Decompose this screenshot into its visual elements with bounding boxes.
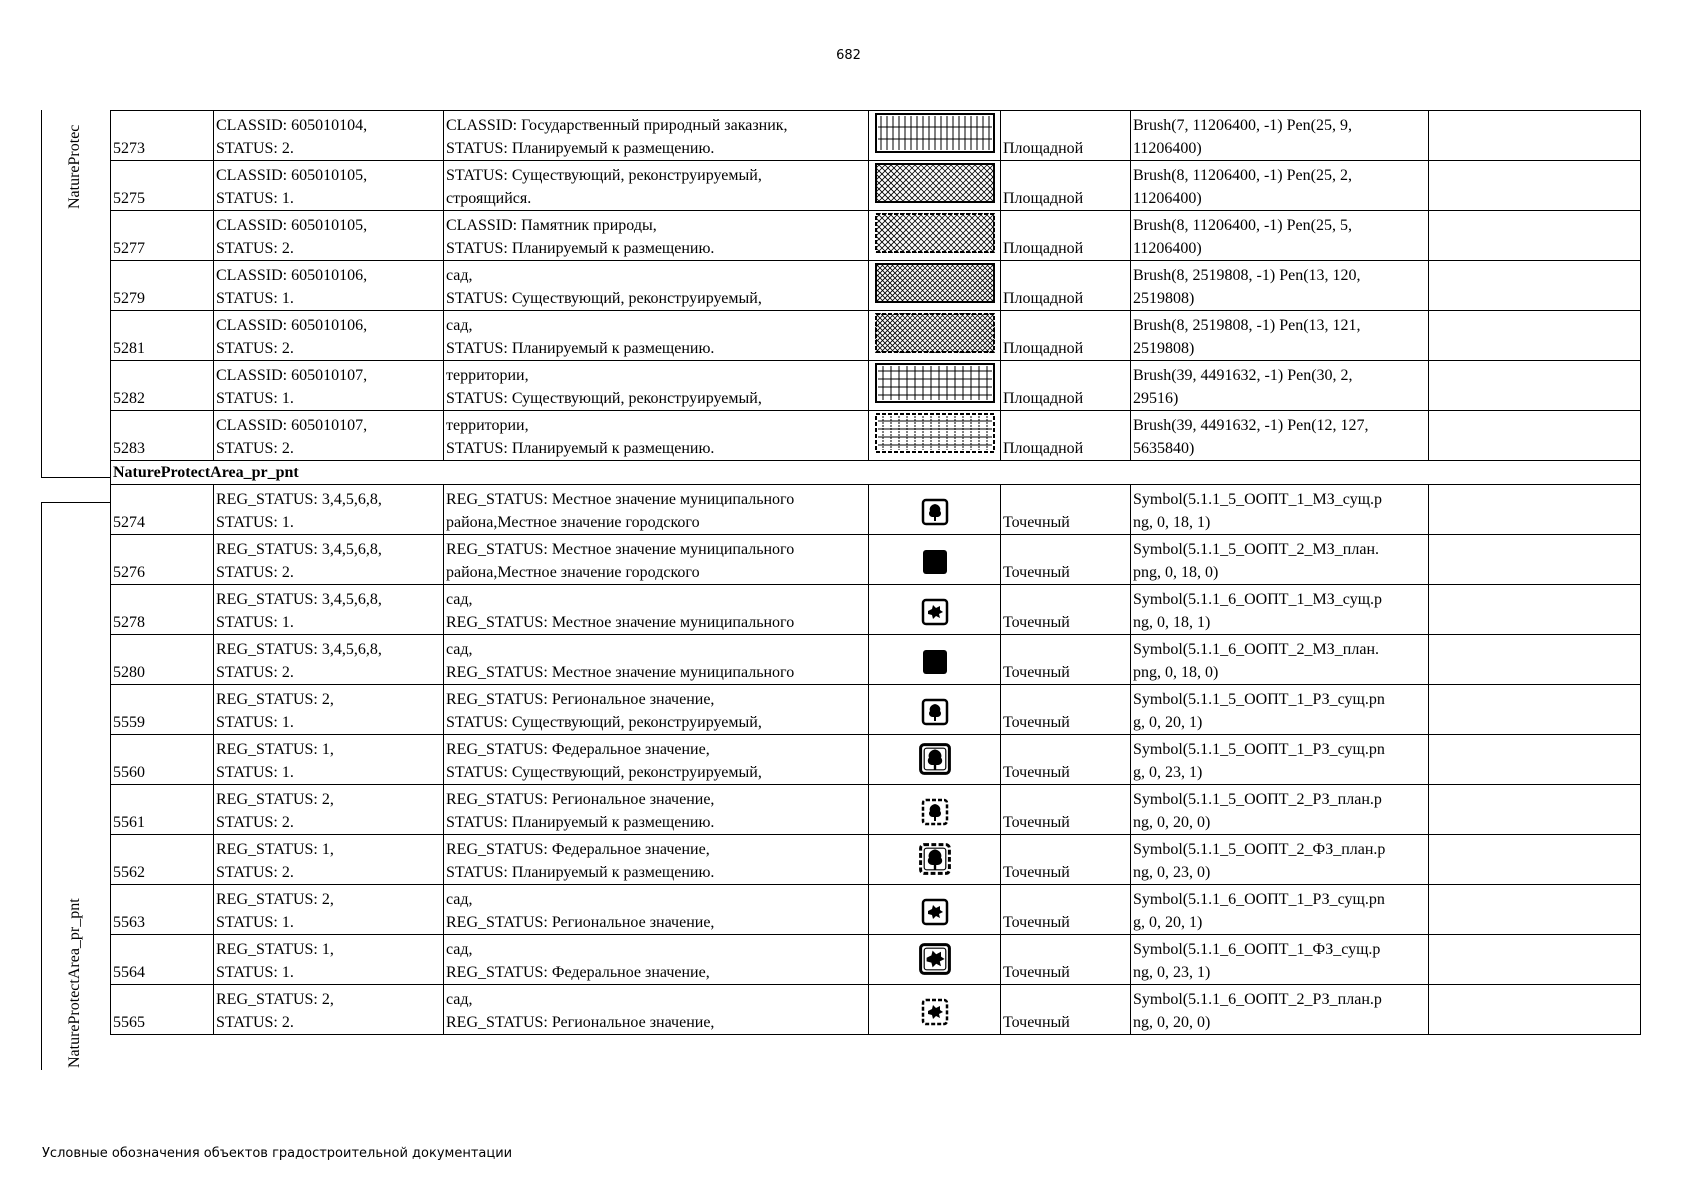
- group-point-top-line: [41, 502, 111, 503]
- tree-icon-large: [917, 741, 953, 784]
- desc-line-1: CLASSID: Государственный природный заказник,: [446, 117, 788, 134]
- row-parameters: [1131, 785, 1429, 835]
- attr-line-2: STATUS: 1.: [216, 964, 294, 981]
- row-parameters: [1131, 535, 1429, 585]
- row-parameters: [1131, 935, 1429, 985]
- row-id: 5282: [111, 361, 214, 411]
- attr-line-1: CLASSID: 605010105,: [216, 217, 368, 234]
- desc-line-2: строящийся.: [446, 190, 532, 207]
- param-line-1: Symbol(5.1.1_5_ООПТ_1_РЗ_сущ.pn: [1133, 691, 1385, 708]
- row-empty-cell: [1429, 585, 1641, 635]
- param-line-1: Symbol(5.1.1_6_ООПТ_1_ФЗ_сущ.p: [1133, 941, 1381, 958]
- area-rows: [111, 111, 1641, 461]
- tree-icon: [920, 497, 950, 534]
- row-parameters: [1131, 985, 1429, 1035]
- row-empty-cell: [1429, 835, 1641, 885]
- leaf-icon: [920, 897, 950, 934]
- area-table-row: [111, 111, 1641, 161]
- row-id: 5278: [111, 585, 214, 635]
- point-table-row: [111, 835, 1641, 885]
- row-attributes: [214, 935, 444, 985]
- row-parameters: [1131, 211, 1429, 261]
- param-line-1: Symbol(5.1.1_5_ООПТ_1_РЗ_сущ.pn: [1133, 741, 1385, 758]
- area-table-row: [111, 411, 1641, 461]
- point-table-row: [111, 735, 1641, 785]
- row-empty-cell: [1429, 361, 1641, 411]
- row-description: [444, 411, 869, 461]
- row-symbol: [869, 785, 1001, 835]
- row-parameters: [1131, 361, 1429, 411]
- desc-line-2: REG_STATUS: Федеральное значение,: [446, 964, 710, 981]
- desc-line-2: STATUS: Существующий, реконструируемый,: [446, 764, 762, 781]
- row-attributes: [214, 161, 444, 211]
- hatch-grid-dotted-icon: [875, 440, 995, 457]
- desc-line-2: REG_STATUS: Местное значение муниципального: [446, 614, 795, 631]
- row-description: [444, 585, 869, 635]
- filled-square-icon: [920, 647, 950, 684]
- row-id: 5277: [111, 211, 214, 261]
- point-table-row: [111, 485, 1641, 535]
- attr-line-2: STATUS: 1.: [216, 290, 294, 307]
- param-line-2: g, 0, 20, 1): [1133, 914, 1203, 931]
- point-table-row: [111, 985, 1641, 1035]
- row-description: [444, 311, 869, 361]
- row-symbol: [869, 411, 1001, 461]
- row-parameters: [1131, 161, 1429, 211]
- row-type: Площадной: [1001, 111, 1131, 161]
- param-line-2: ng, 0, 18, 1): [1133, 614, 1211, 631]
- row-id: 5273: [111, 111, 214, 161]
- row-parameters: [1131, 111, 1429, 161]
- param-line-2: 11206400): [1133, 240, 1202, 257]
- row-id: 5283: [111, 411, 214, 461]
- desc-line-1: территории,: [446, 367, 529, 384]
- footer-caption: Условные обозначения объектов градостроительной документации: [42, 1146, 513, 1161]
- group-area-label: NatureProtec: [66, 124, 83, 209]
- param-line-1: Symbol(5.1.1_6_ООПТ_1_МЗ_сущ.p: [1133, 591, 1383, 608]
- row-description: [444, 361, 869, 411]
- row-attributes: [214, 535, 444, 585]
- hatch-cross-solid-icon: [875, 190, 995, 207]
- area-table-row: [111, 311, 1641, 361]
- point-table-row: [111, 885, 1641, 935]
- param-line-1: Brush(39, 4491632, -1) Pen(12, 127,: [1133, 417, 1369, 434]
- attr-line-2: STATUS: 2.: [216, 140, 294, 157]
- desc-line-2: REG_STATUS: Региональное значение,: [446, 1014, 715, 1031]
- desc-line-2: REG_STATUS: Местное значение муниципального: [446, 664, 795, 681]
- desc-line-2: STATUS: Планируемый к размещению.: [446, 340, 715, 357]
- desc-line-2: STATUS: Существующий, реконструируемый,: [446, 714, 762, 731]
- point-table-row: [111, 685, 1641, 735]
- attr-line-2: STATUS: 2.: [216, 340, 294, 357]
- tree-icon-dashed: [920, 797, 950, 834]
- row-id: 5274: [111, 485, 214, 535]
- param-line-2: png, 0, 18, 0): [1133, 564, 1219, 581]
- point-table-row: [111, 935, 1641, 985]
- row-empty-cell: [1429, 161, 1641, 211]
- row-attributes: [214, 211, 444, 261]
- row-empty-cell: [1429, 785, 1641, 835]
- attr-line-2: STATUS: 1.: [216, 714, 294, 731]
- attr-line-2: STATUS: 1.: [216, 614, 294, 631]
- row-empty-cell: [1429, 735, 1641, 785]
- row-attributes: [214, 311, 444, 361]
- desc-line-2: STATUS: Планируемый к размещению.: [446, 240, 715, 257]
- row-empty-cell: [1429, 985, 1641, 1035]
- desc-line-1: REG_STATUS: Региональное значение,: [446, 791, 715, 808]
- attr-line-1: CLASSID: 605010105,: [216, 167, 368, 184]
- row-description: [444, 985, 869, 1035]
- param-line-1: Brush(7, 11206400, -1) Pen(25, 9,: [1133, 117, 1352, 134]
- attr-line-2: STATUS: 1.: [216, 390, 294, 407]
- param-line-1: Symbol(5.1.1_6_ООПТ_1_РЗ_сущ.pn: [1133, 891, 1385, 908]
- desc-line-1: сад,: [446, 991, 473, 1008]
- row-type: Точечный: [1001, 735, 1131, 785]
- row-type: Точечный: [1001, 785, 1131, 835]
- param-line-1: Brush(8, 2519808, -1) Pen(13, 121,: [1133, 317, 1361, 334]
- hatch-cross-dashed-icon: [875, 240, 995, 257]
- row-description: [444, 111, 869, 161]
- param-line-2: g, 0, 23, 1): [1133, 764, 1203, 781]
- desc-line-1: REG_STATUS: Федеральное значение,: [446, 841, 710, 858]
- attr-line-1: REG_STATUS: 3,4,5,6,8,: [216, 641, 382, 658]
- row-id: 5564: [111, 935, 214, 985]
- row-attributes: [214, 361, 444, 411]
- attr-line-1: REG_STATUS: 2,: [216, 891, 334, 908]
- row-parameters: [1131, 411, 1429, 461]
- desc-line-1: STATUS: Существующий, реконструируемый,: [446, 167, 762, 184]
- row-description: [444, 885, 869, 935]
- row-type: Точечный: [1001, 535, 1131, 585]
- group-area-line: [41, 110, 42, 478]
- attr-line-2: STATUS: 1.: [216, 190, 294, 207]
- row-symbol: [869, 585, 1001, 635]
- section-header-row: [111, 461, 1641, 485]
- row-symbol: [869, 361, 1001, 411]
- attr-line-2: STATUS: 2.: [216, 664, 294, 681]
- desc-line-1: сад,: [446, 941, 473, 958]
- row-description: [444, 635, 869, 685]
- row-symbol: [869, 835, 1001, 885]
- area-table-row: [111, 361, 1641, 411]
- row-parameters: [1131, 735, 1429, 785]
- row-id: 5560: [111, 735, 214, 785]
- desc-line-2: района,Местное значение городского: [446, 514, 700, 531]
- row-symbol: [869, 935, 1001, 985]
- filled-square-icon: [920, 547, 950, 584]
- row-type: Точечный: [1001, 885, 1131, 935]
- desc-line-1: сад,: [446, 891, 473, 908]
- desc-line-1: сад,: [446, 591, 473, 608]
- attr-line-1: REG_STATUS: 1,: [216, 741, 334, 758]
- row-type: Точечный: [1001, 985, 1131, 1035]
- row-id: 5280: [111, 635, 214, 685]
- attr-line-2: STATUS: 1.: [216, 514, 294, 531]
- param-line-2: 11206400): [1133, 190, 1202, 207]
- row-empty-cell: [1429, 885, 1641, 935]
- row-symbol: [869, 211, 1001, 261]
- row-type: Точечный: [1001, 935, 1131, 985]
- row-symbol: [869, 685, 1001, 735]
- row-id: 5559: [111, 685, 214, 735]
- hatch-cross-fine-dashed-icon: [875, 340, 995, 357]
- row-attributes: [214, 261, 444, 311]
- desc-line-2: STATUS: Существующий, реконструируемый,: [446, 390, 762, 407]
- param-line-1: Brush(8, 11206400, -1) Pen(25, 2,: [1133, 167, 1352, 184]
- row-description: [444, 161, 869, 211]
- row-symbol: [869, 985, 1001, 1035]
- area-table-row: [111, 261, 1641, 311]
- param-line-1: Brush(39, 4491632, -1) Pen(30, 2,: [1133, 367, 1353, 384]
- row-empty-cell: [1429, 535, 1641, 585]
- row-type: Площадной: [1001, 361, 1131, 411]
- desc-line-1: сад,: [446, 267, 473, 284]
- param-line-2: 11206400): [1133, 140, 1202, 157]
- row-description: [444, 485, 869, 535]
- hatch-comb-icon: [875, 140, 995, 157]
- desc-line-1: сад,: [446, 641, 473, 658]
- leaf-icon-large: [917, 941, 953, 984]
- row-symbol: [869, 311, 1001, 361]
- row-parameters: [1131, 835, 1429, 885]
- desc-line-1: сад,: [446, 317, 473, 334]
- attr-line-1: REG_STATUS: 1,: [216, 941, 334, 958]
- row-attributes: [214, 411, 444, 461]
- point-table-row: [111, 635, 1641, 685]
- point-table-row: [111, 585, 1641, 635]
- row-parameters: [1131, 261, 1429, 311]
- hatch-grid-icon: [875, 390, 995, 407]
- attr-line-1: REG_STATUS: 1,: [216, 841, 334, 858]
- point-table-row: [111, 785, 1641, 835]
- row-symbol: [869, 111, 1001, 161]
- area-table-row: [111, 211, 1641, 261]
- param-line-1: Symbol(5.1.1_6_ООПТ_2_МЗ_план.: [1133, 641, 1380, 658]
- hatch-cross-fine-icon: [875, 290, 995, 307]
- row-attributes: [214, 485, 444, 535]
- row-type: Площадной: [1001, 211, 1131, 261]
- row-empty-cell: [1429, 311, 1641, 361]
- row-empty-cell: [1429, 111, 1641, 161]
- point-table-row: [111, 535, 1641, 585]
- attr-line-1: CLASSID: 605010107,: [216, 417, 368, 434]
- row-id: 5276: [111, 535, 214, 585]
- row-type: Площадной: [1001, 261, 1131, 311]
- row-attributes: [214, 885, 444, 935]
- row-parameters: [1131, 635, 1429, 685]
- param-line-2: ng, 0, 23, 1): [1133, 964, 1211, 981]
- attr-line-2: STATUS: 2.: [216, 814, 294, 831]
- attr-line-2: STATUS: 2.: [216, 864, 294, 881]
- row-parameters: [1131, 885, 1429, 935]
- row-attributes: [214, 735, 444, 785]
- group-point-line: [41, 502, 42, 1070]
- row-symbol: [869, 635, 1001, 685]
- attr-line-1: REG_STATUS: 3,4,5,6,8,: [216, 491, 382, 508]
- param-line-1: Symbol(5.1.1_6_ООПТ_2_РЗ_план.p: [1133, 991, 1382, 1008]
- row-empty-cell: [1429, 411, 1641, 461]
- row-type: Точечный: [1001, 835, 1131, 885]
- row-attributes: [214, 585, 444, 635]
- row-id: 5275: [111, 161, 214, 211]
- param-line-1: Symbol(5.1.1_5_ООПТ_1_МЗ_сущ.p: [1133, 491, 1383, 508]
- row-symbol: [869, 535, 1001, 585]
- attr-line-2: STATUS: 1.: [216, 914, 294, 931]
- row-type: Точечный: [1001, 585, 1131, 635]
- attr-line-2: STATUS: 2.: [216, 240, 294, 257]
- param-line-1: Brush(8, 2519808, -1) Pen(13, 120,: [1133, 267, 1361, 284]
- leaf-icon-dashed: [920, 997, 950, 1034]
- row-attributes: [214, 985, 444, 1035]
- row-symbol: [869, 485, 1001, 535]
- row-description: [444, 935, 869, 985]
- row-parameters: [1131, 585, 1429, 635]
- param-line-2: 2519808): [1133, 340, 1195, 357]
- desc-line-2: STATUS: Планируемый к размещению.: [446, 864, 715, 881]
- row-type: Точечный: [1001, 685, 1131, 735]
- param-line-2: ng, 0, 20, 0): [1133, 814, 1211, 831]
- param-line-1: Symbol(5.1.1_5_ООПТ_2_ФЗ_план.p: [1133, 841, 1386, 858]
- group-area-bottom-line: [41, 477, 111, 478]
- row-empty-cell: [1429, 685, 1641, 735]
- attr-line-1: CLASSID: 605010107,: [216, 367, 368, 384]
- desc-line-1: CLASSID: Памятник природы,: [446, 217, 657, 234]
- desc-line-1: REG_STATUS: Федеральное значение,: [446, 741, 710, 758]
- row-description: [444, 535, 869, 585]
- desc-line-2: REG_STATUS: Региональное значение,: [446, 914, 715, 931]
- param-line-2: 29516): [1133, 390, 1179, 407]
- attr-line-1: CLASSID: 605010106,: [216, 267, 368, 284]
- desc-line-2: STATUS: Планируемый к размещению.: [446, 140, 715, 157]
- desc-line-2: STATUS: Планируемый к размещению.: [446, 440, 715, 457]
- row-symbol: [869, 161, 1001, 211]
- param-line-2: 5635840): [1133, 440, 1195, 457]
- row-id: 5562: [111, 835, 214, 885]
- row-type: Точечный: [1001, 485, 1131, 535]
- row-type: Площадной: [1001, 411, 1131, 461]
- row-id: 5563: [111, 885, 214, 935]
- attr-line-1: CLASSID: 605010104,: [216, 117, 368, 134]
- param-line-2: 2519808): [1133, 290, 1195, 307]
- row-attributes: [214, 785, 444, 835]
- desc-line-2: STATUS: Планируемый к размещению.: [446, 814, 715, 831]
- desc-line-1: REG_STATUS: Региональное значение,: [446, 691, 715, 708]
- row-empty-cell: [1429, 485, 1641, 535]
- symbols-table: [110, 110, 1641, 1035]
- row-description: [444, 835, 869, 885]
- row-parameters: [1131, 685, 1429, 735]
- attr-line-1: REG_STATUS: 2,: [216, 791, 334, 808]
- row-empty-cell: [1429, 261, 1641, 311]
- row-id: 5279: [111, 261, 214, 311]
- param-line-2: ng, 0, 23, 0): [1133, 864, 1211, 881]
- row-description: [444, 785, 869, 835]
- attr-line-1: REG_STATUS: 3,4,5,6,8,: [216, 591, 382, 608]
- param-line-2: g, 0, 20, 1): [1133, 714, 1203, 731]
- attr-line-1: REG_STATUS: 2,: [216, 991, 334, 1008]
- area-table-row: [111, 161, 1641, 211]
- row-type: Площадной: [1001, 311, 1131, 361]
- row-parameters: [1131, 485, 1429, 535]
- attr-line-2: STATUS: 1.: [216, 764, 294, 781]
- row-empty-cell: [1429, 211, 1641, 261]
- row-attributes: [214, 635, 444, 685]
- param-line-2: ng, 0, 20, 0): [1133, 1014, 1211, 1031]
- row-description: [444, 211, 869, 261]
- row-attributes: [214, 835, 444, 885]
- group-point-label: NatureProtectArea_pr_pnt: [66, 898, 83, 1068]
- row-description: [444, 261, 869, 311]
- tree-icon: [920, 697, 950, 734]
- row-id: 5281: [111, 311, 214, 361]
- row-description: [444, 735, 869, 785]
- desc-line-1: территории,: [446, 417, 529, 434]
- row-empty-cell: [1429, 635, 1641, 685]
- row-parameters: [1131, 311, 1429, 361]
- param-line-2: ng, 0, 18, 1): [1133, 514, 1211, 531]
- leaf-icon: [920, 597, 950, 634]
- desc-line-1: REG_STATUS: Местное значение муниципального: [446, 541, 795, 558]
- row-type: Площадной: [1001, 161, 1131, 211]
- desc-line-2: STATUS: Существующий, реконструируемый,: [446, 290, 762, 307]
- attr-line-2: STATUS: 2.: [216, 564, 294, 581]
- param-line-1: Symbol(5.1.1_5_ООПТ_2_МЗ_план.: [1133, 541, 1380, 558]
- row-symbol: [869, 885, 1001, 935]
- row-symbol: [869, 261, 1001, 311]
- param-line-2: png, 0, 18, 0): [1133, 664, 1219, 681]
- attr-line-2: STATUS: 2.: [216, 1014, 294, 1031]
- row-type: Точечный: [1001, 635, 1131, 685]
- row-symbol: [869, 735, 1001, 785]
- page-number: 682: [836, 48, 861, 63]
- point-rows: [111, 485, 1641, 1035]
- row-id: 5565: [111, 985, 214, 1035]
- row-id: 5561: [111, 785, 214, 835]
- row-empty-cell: [1429, 935, 1641, 985]
- attr-line-1: REG_STATUS: 3,4,5,6,8,: [216, 541, 382, 558]
- section-title: NatureProtectArea_pr_pnt: [111, 461, 1641, 485]
- row-attributes: [214, 111, 444, 161]
- param-line-1: Symbol(5.1.1_5_ООПТ_2_РЗ_план.p: [1133, 791, 1382, 808]
- row-description: [444, 685, 869, 735]
- attr-line-1: CLASSID: 605010106,: [216, 317, 368, 334]
- tree-icon-large-dashed: [917, 841, 953, 884]
- attr-line-2: STATUS: 2.: [216, 440, 294, 457]
- desc-line-1: REG_STATUS: Местное значение муниципального: [446, 491, 795, 508]
- attr-line-1: REG_STATUS: 2,: [216, 691, 334, 708]
- desc-line-2: района,Местное значение городского: [446, 564, 700, 581]
- param-line-1: Brush(8, 11206400, -1) Pen(25, 5,: [1133, 217, 1352, 234]
- row-attributes: [214, 685, 444, 735]
